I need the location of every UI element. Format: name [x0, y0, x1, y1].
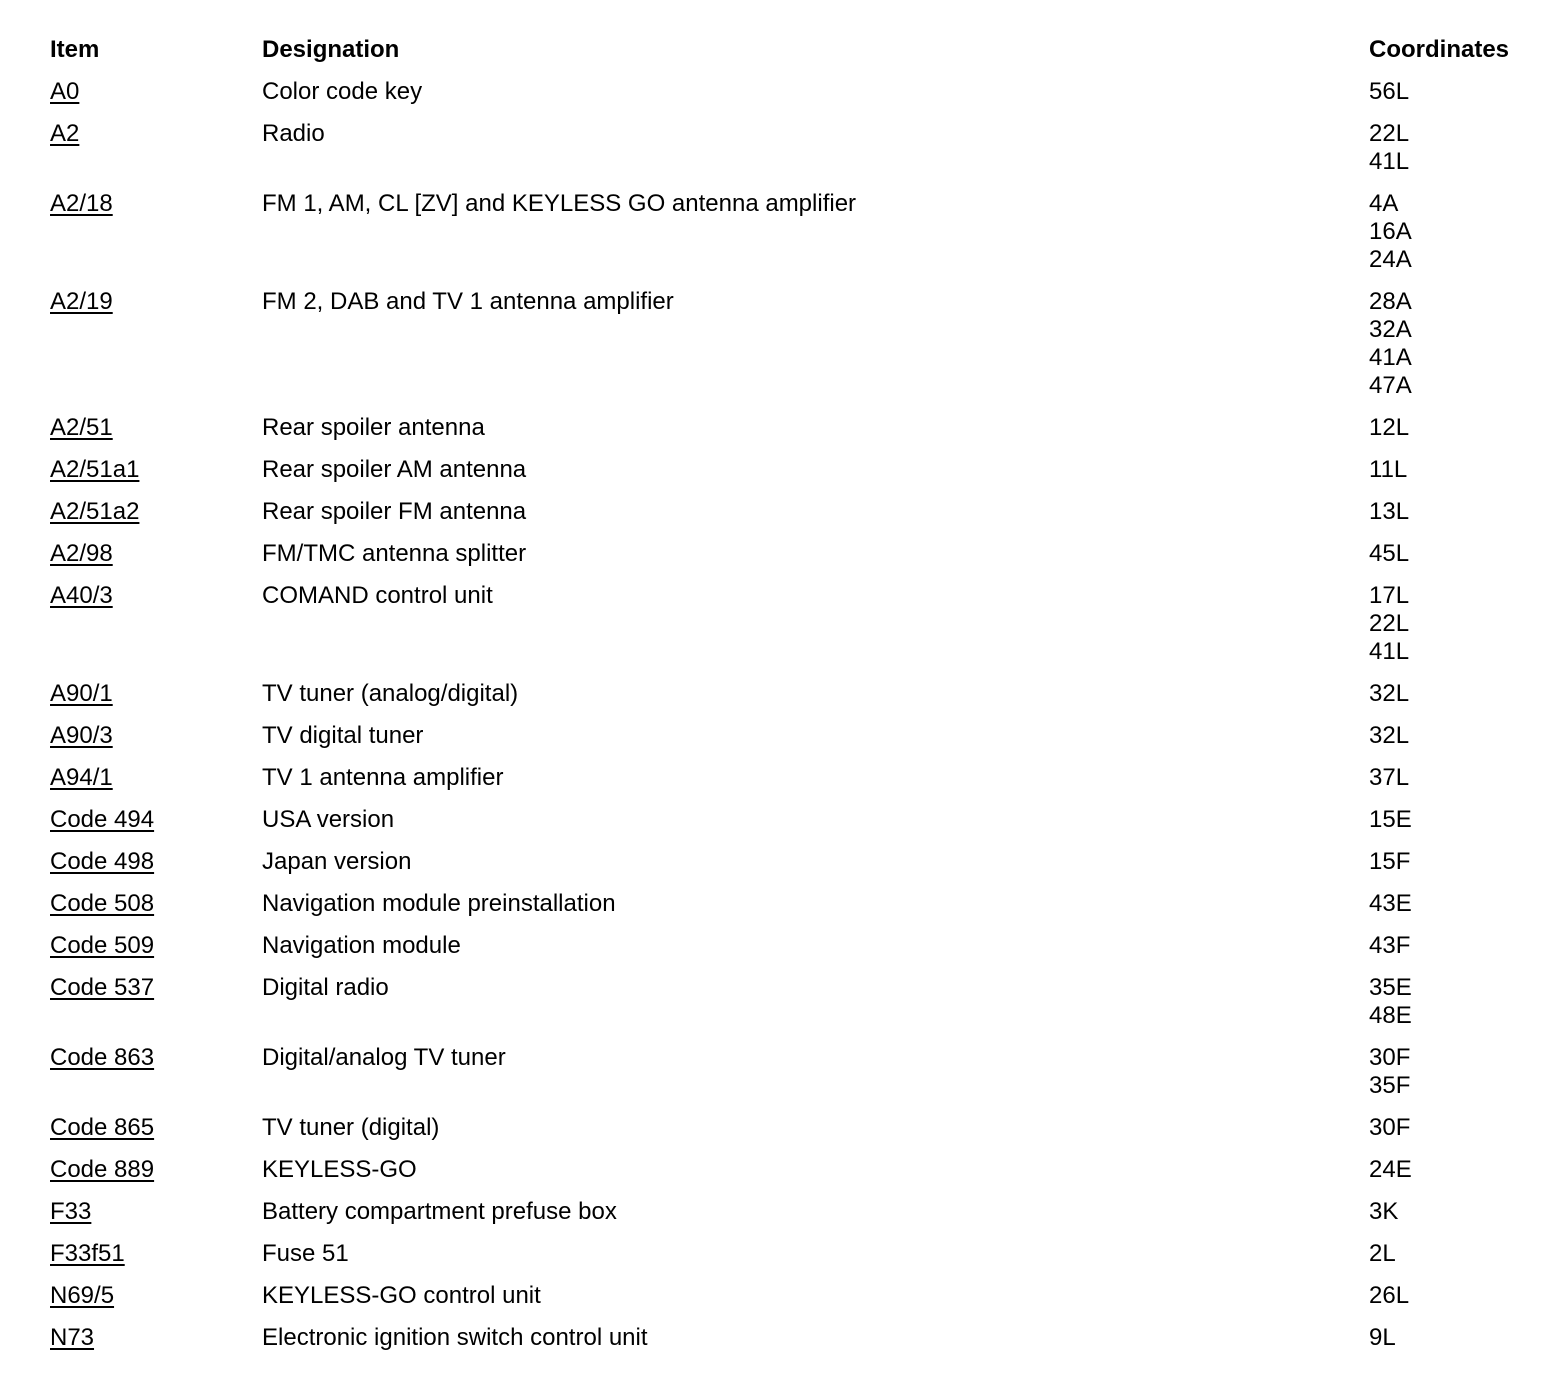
item-cell	[50, 540, 262, 568]
table-body	[50, 78, 1550, 1352]
coordinates-cell	[1369, 498, 1550, 526]
coordinate-value: 17L	[1369, 582, 1410, 609]
coordinate-value: 9L	[1369, 1324, 1396, 1351]
table-row	[50, 974, 1550, 1030]
item-cell	[50, 1156, 262, 1184]
designation-cell: Rear spoiler FM antenna	[262, 498, 527, 525]
item-link[interactable]: Code 509	[50, 932, 155, 959]
coordinates-cell	[1369, 1156, 1550, 1184]
table-row	[50, 1240, 1550, 1268]
coordinates-cell	[1369, 414, 1550, 442]
item-link[interactable]: F33f51	[50, 1240, 125, 1267]
item-cell	[50, 680, 262, 708]
coordinate-value: 32A	[1369, 316, 1412, 343]
coordinate-value: 13L	[1369, 498, 1410, 525]
coordinates-cell	[1369, 722, 1550, 750]
table-row	[50, 1044, 1550, 1100]
coordinate-value: 16A	[1369, 218, 1412, 245]
designation-cell: Navigation module preinstallation	[262, 890, 616, 917]
component-legend-table	[50, 36, 1550, 1366]
table-row	[50, 456, 1550, 484]
item-link[interactable]: Code 865	[50, 1114, 155, 1141]
designation-cell: FM 2, DAB and TV 1 antenna amplifier	[262, 288, 674, 315]
item-link[interactable]: Code 889	[50, 1156, 155, 1183]
table-row	[50, 498, 1550, 526]
table-row	[50, 848, 1550, 876]
item-cell	[50, 764, 262, 792]
item-cell	[50, 1240, 262, 1268]
coordinate-value: 15F	[1369, 848, 1411, 875]
designation-cell: Battery compartment prefuse box	[262, 1198, 617, 1225]
table-row	[50, 190, 1550, 274]
designation-cell: USA version	[262, 806, 395, 833]
item-link[interactable]: A2/51a2	[50, 498, 140, 525]
coordinates-cell	[1369, 848, 1550, 876]
coordinate-value: 32L	[1369, 722, 1410, 749]
item-link[interactable]: A40/3	[50, 582, 113, 609]
table-row	[50, 890, 1550, 918]
item-cell	[50, 1282, 262, 1310]
coordinates-cell	[1369, 456, 1550, 484]
coordinate-value: 43E	[1369, 890, 1412, 917]
designation-cell: TV digital tuner	[262, 722, 424, 749]
designation-cell: Rear spoiler antenna	[262, 414, 485, 441]
designation-cell: Navigation module	[262, 932, 461, 959]
table-row	[50, 78, 1550, 106]
designation-cell: Color code key	[262, 78, 423, 105]
item-link[interactable]: A94/1	[50, 764, 113, 791]
coordinates-cell	[1369, 1044, 1550, 1100]
item-cell	[50, 498, 262, 526]
item-cell	[50, 1324, 262, 1352]
designation-cell: TV tuner (digital)	[262, 1114, 440, 1141]
coordinate-value: 32L	[1369, 680, 1410, 707]
coordinates-cell	[1369, 190, 1550, 274]
item-link[interactable]: N73	[50, 1324, 95, 1351]
item-link[interactable]: A2/98	[50, 540, 113, 567]
item-link[interactable]: A2/51a1	[50, 456, 140, 483]
item-cell	[50, 848, 262, 876]
designation-cell: KEYLESS-GO	[262, 1156, 417, 1183]
item-cell	[50, 1114, 262, 1142]
table-row	[50, 722, 1550, 750]
designation-cell: FM 1, AM, CL [ZV] and KEYLESS GO antenna amplifier	[262, 190, 857, 217]
designation-cell: TV 1 antenna amplifier	[262, 764, 504, 791]
designation-cell: Rear spoiler AM antenna	[262, 456, 527, 483]
table-row	[50, 582, 1550, 666]
coordinate-value: 15E	[1369, 806, 1412, 833]
coordinates-cell	[1369, 764, 1550, 792]
coordinates-cell	[1369, 1282, 1550, 1310]
designation-cell: TV tuner (analog/digital)	[262, 680, 519, 707]
coordinate-value: 22L	[1369, 610, 1410, 637]
designation-cell: Japan version	[262, 848, 412, 875]
designation-cell: Electronic ignition switch control unit	[262, 1324, 648, 1351]
item-link[interactable]: F33	[50, 1198, 92, 1225]
coordinate-value: 47A	[1369, 372, 1412, 399]
coordinates-cell	[1369, 120, 1550, 176]
designation-cell: Digital/analog TV tuner	[262, 1044, 506, 1071]
item-cell	[50, 120, 262, 148]
coordinate-value: 45L	[1369, 540, 1410, 567]
item-cell	[50, 190, 262, 218]
item-cell	[50, 288, 262, 316]
coordinates-cell	[1369, 582, 1550, 666]
designation-cell: FM/TMC antenna splitter	[262, 540, 527, 567]
item-link[interactable]: Code 498	[50, 848, 155, 875]
coordinate-value: 48E	[1369, 1002, 1412, 1029]
coordinate-value: 41A	[1369, 344, 1412, 371]
header-item: Item	[50, 36, 100, 63]
item-link[interactable]: Code 537	[50, 974, 155, 1001]
header-designation: Designation	[262, 36, 400, 63]
coordinate-value: 37L	[1369, 764, 1410, 791]
item-cell	[50, 932, 262, 960]
table-header	[50, 36, 1550, 64]
coordinate-value: 2L	[1369, 1240, 1396, 1267]
coordinates-cell	[1369, 806, 1550, 834]
item-cell	[50, 414, 262, 442]
coordinate-value: 24A	[1369, 246, 1412, 273]
table-row	[50, 1282, 1550, 1310]
designation-cell: Digital radio	[262, 974, 389, 1001]
coordinates-cell	[1369, 540, 1550, 568]
table-row	[50, 932, 1550, 960]
header-coordinates: Coordinates	[1369, 36, 1510, 63]
coordinate-value: 12L	[1369, 414, 1410, 441]
table-row	[50, 806, 1550, 834]
item-cell	[50, 722, 262, 750]
item-cell	[50, 974, 262, 1002]
coordinate-value: 26L	[1369, 1282, 1410, 1309]
coordinates-cell	[1369, 974, 1550, 1030]
coordinate-value: 3K	[1369, 1198, 1399, 1225]
coordinate-value: 30F	[1369, 1114, 1411, 1141]
table-row	[50, 1324, 1550, 1352]
table-row	[50, 680, 1550, 708]
designation-cell: COMAND control unit	[262, 582, 493, 609]
coordinates-cell	[1369, 1198, 1550, 1226]
item-cell	[50, 456, 262, 484]
coordinates-cell	[1369, 288, 1550, 400]
coordinate-value: 35F	[1369, 1072, 1411, 1099]
item-link[interactable]: A2/18	[50, 190, 113, 217]
coordinates-cell	[1369, 78, 1550, 106]
coordinate-value: 4A	[1369, 190, 1399, 217]
coordinates-cell	[1369, 1114, 1550, 1142]
coordinates-cell	[1369, 890, 1550, 918]
coordinate-value: 56L	[1369, 78, 1410, 105]
item-cell	[50, 890, 262, 918]
coordinate-value: 41L	[1369, 148, 1410, 175]
table-row	[50, 764, 1550, 792]
item-link[interactable]: A2/51	[50, 414, 113, 441]
table-row	[50, 414, 1550, 442]
designation-cell: Radio	[262, 120, 325, 147]
item-link[interactable]: Code 508	[50, 890, 155, 917]
table-row	[50, 288, 1550, 400]
item-link[interactable]: Code 863	[50, 1044, 155, 1071]
table-row	[50, 1114, 1550, 1142]
designation-cell: Fuse 51	[262, 1240, 349, 1267]
coordinate-value: 24E	[1369, 1156, 1412, 1183]
item-link[interactable]: A0	[50, 78, 80, 105]
item-link[interactable]: A2	[50, 120, 80, 147]
item-link[interactable]: A2/19	[50, 288, 113, 315]
item-link[interactable]: N69/5	[50, 1282, 115, 1309]
item-cell	[50, 78, 262, 106]
table-row	[50, 540, 1550, 568]
coordinates-cell	[1369, 680, 1550, 708]
coordinates-cell	[1369, 1240, 1550, 1268]
table-row	[50, 120, 1550, 176]
designation-cell: KEYLESS-GO control unit	[262, 1282, 541, 1309]
coordinate-value: 22L	[1369, 120, 1410, 147]
coordinates-cell	[1369, 932, 1550, 960]
coordinate-value: 43F	[1369, 932, 1411, 959]
table-row	[50, 1198, 1550, 1226]
coordinate-value: 11L	[1369, 456, 1408, 483]
item-link[interactable]: A90/1	[50, 680, 113, 707]
item-link[interactable]: Code 494	[50, 806, 155, 833]
item-cell	[50, 806, 262, 834]
coordinate-value: 35E	[1369, 974, 1412, 1001]
coordinates-cell	[1369, 1324, 1550, 1352]
item-cell	[50, 582, 262, 610]
item-cell	[50, 1044, 262, 1072]
table-row	[50, 1156, 1550, 1184]
coordinate-value: 41L	[1369, 638, 1410, 665]
item-link[interactable]: A90/3	[50, 722, 113, 749]
coordinate-value: 30F	[1369, 1044, 1411, 1071]
item-cell	[50, 1198, 262, 1226]
coordinate-value: 28A	[1369, 288, 1412, 315]
